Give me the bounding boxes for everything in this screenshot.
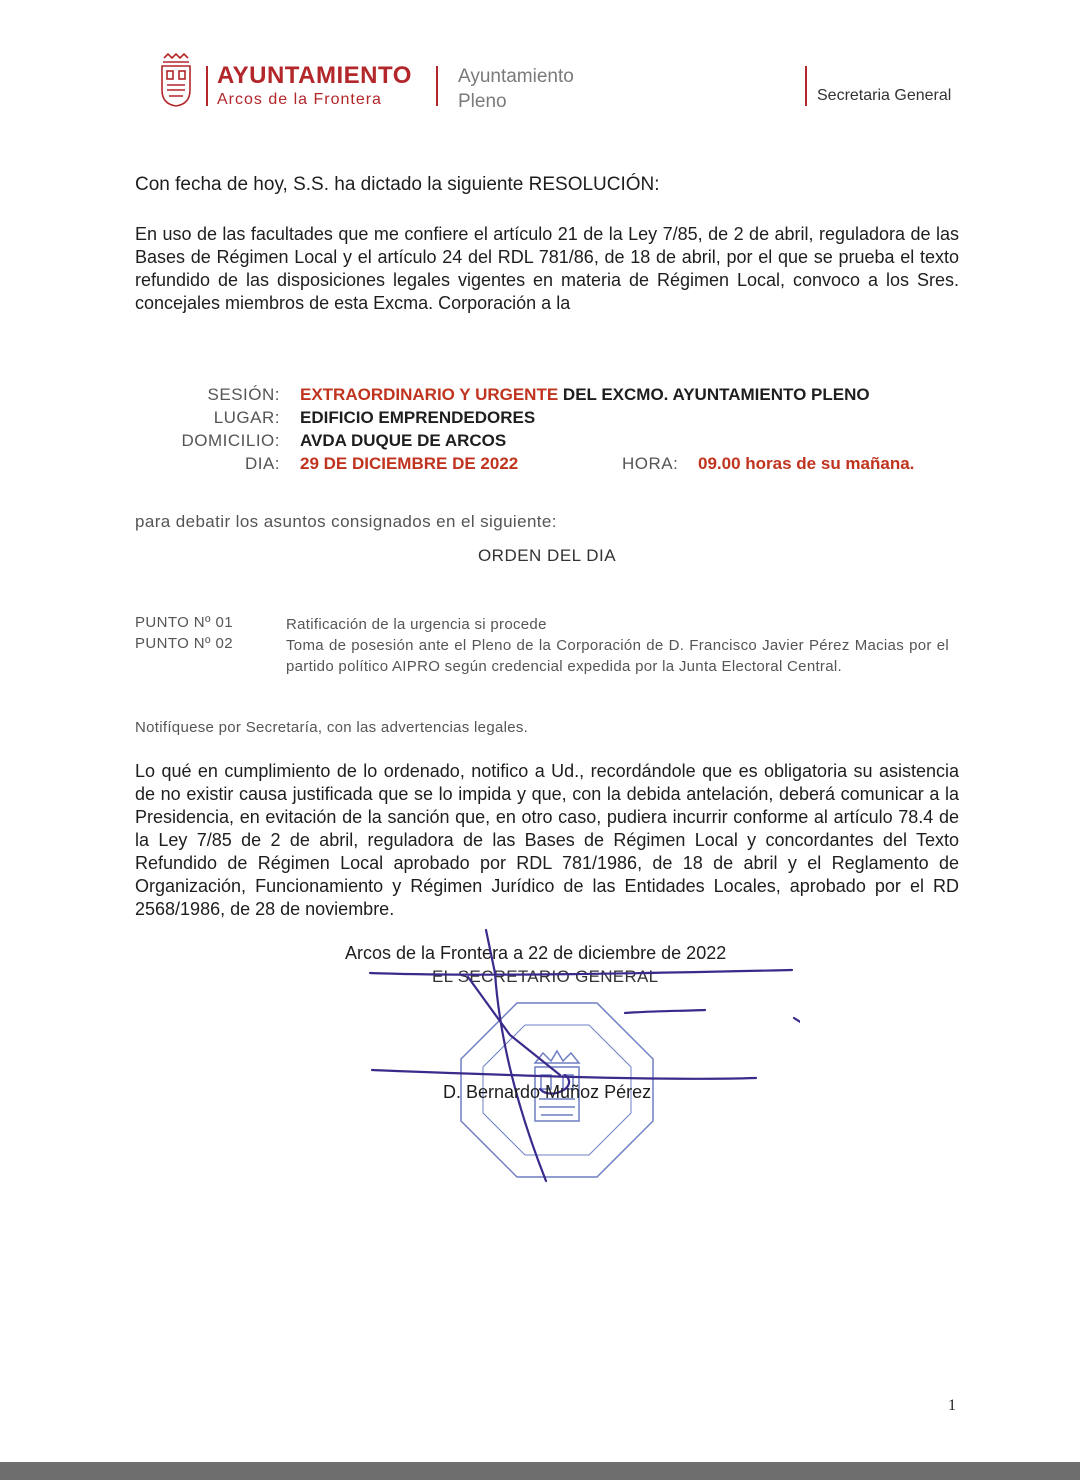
brand-title: AYUNTAMIENTO: [217, 62, 412, 89]
time-value: [698, 454, 914, 474]
address-label: DOMICILIO:: [181, 431, 280, 450]
place-label: LUGAR:: [213, 408, 280, 427]
time-label: HORA:: [622, 454, 679, 473]
department-line-2: Pleno: [458, 91, 507, 112]
header-divider: [206, 66, 208, 106]
address-value: AVDA DUQUE DE ARCOS: [300, 431, 507, 450]
date-value: 29 DE DICIEMBRE DE 2022: [300, 454, 519, 473]
notify-text: Notifíquese por Secretaría, con las advertencias legales.: [135, 719, 529, 736]
agenda-item-label: PUNTO Nº 02: [135, 635, 233, 652]
page-number: 1: [948, 1397, 956, 1414]
signatory-name: D. Bernardo Muñoz Pérez: [443, 1082, 652, 1102]
session-body: DEL EXCMO. AYUNTAMIENTO PLENO: [562, 385, 870, 404]
agenda-item-text: Ratificación de la urgencia si procede: [286, 616, 547, 633]
agenda-title: ORDEN DEL DIA: [477, 546, 617, 565]
agenda-item-text: Toma de posesión ante el Pleno de la Corporación de D. Francisco Javier Pérez Macias por el partido político AIPRO según credencial expedida por la Junta Electoral Central.: [286, 637, 949, 675]
header-divider: [436, 66, 438, 106]
signatory-role: EL SECRETARIO GENERAL: [432, 967, 659, 986]
header-divider: [805, 66, 807, 106]
coat-of-arms-icon: [158, 52, 194, 108]
debate-intro: para debatir los asuntos consignados en el siguiente:: [135, 512, 557, 531]
agenda-item-label: PUNTO Nº 01: [135, 614, 233, 631]
paragraph-obligation: Lo qué en cumplimiento de lo ordenado, notifico a Ud., recordándole que es obligatoria su asistencia de no existir causa justificada que se lo impida y que, con la debida antelación, deberá comunicar a la Presidencia, en evitación de la sanción que, en otro caso, pudiera incurrir conforme al artículo 78.4 de la Ley 7/85 de 2 de abril, reguladora de las Bases de Régimen Local y concordantes del Texto Refundido de Régimen Local aprobado por RDL 781/1986, de 18 de abril y el Reglamento de Organización, Funcionamiento y Régimen Jurídico de las Entidades Locales, aprobado por el RD 2568/1986, de 28 de noviembre.: [135, 761, 959, 919]
time-hour: 09.00: [698, 454, 741, 473]
place-and-date: Arcos de la Frontera a 22 de diciembre de 2022: [345, 943, 727, 963]
time-suffix: horas de su mañana.: [745, 454, 915, 473]
department-line-1: Ayuntamiento: [458, 66, 574, 87]
scan-bottom-edge: [0, 1462, 1080, 1480]
session-type: EXTRAORDINARIO Y URGENTE: [300, 385, 559, 404]
place-value: EDIFICIO EMPRENDEDORES: [300, 408, 536, 427]
intro-text: Con fecha de hoy, S.S. ha dictado la siguiente RESOLUCIÓN:: [135, 174, 660, 195]
brand-subtitle: Arcos de la Frontera: [217, 91, 382, 108]
paragraph-convocation: En uso de las facultades que me confiere el artículo 21 de la Ley 7/85, de 2 de abril, reguladora de las Bases de Régimen Local y el artículo 24 del RDL 781/86, de 18 de abril, por el que se prueba el texto refundido de las disposiciones legales vigentes en materia de Régimen Local, convoco a los Sres. concejales miembros de esta Excma. Corporación a la: [135, 224, 959, 313]
section-name: Secretaria General: [817, 87, 952, 104]
handwritten-signature: [360, 925, 800, 1185]
session-label: SESIÓN:: [207, 385, 280, 404]
date-label: DIA:: [244, 454, 280, 473]
session-value: [300, 385, 870, 405]
